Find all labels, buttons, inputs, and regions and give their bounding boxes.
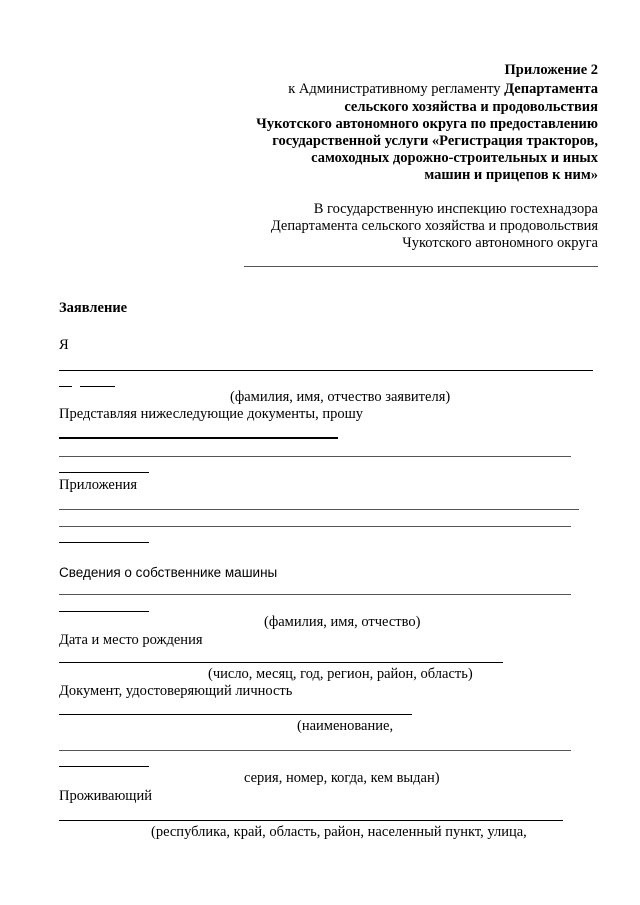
addressee-line-1: В государственную инспекцию гостехнадзора: [313, 201, 598, 217]
addressee-line-2: Департамента сельского хозяйства и продовольствия: [270, 218, 598, 234]
attachments-label: Приложения: [59, 477, 138, 493]
id-doc-line-2: [59, 750, 571, 751]
owner-line-1: [59, 594, 571, 595]
birth-line: [59, 662, 503, 663]
appendix-reference-bold: Департамента: [504, 81, 598, 97]
addressee-blank-line: [244, 266, 598, 267]
hint-fio: (фамилия, имя, отчество): [264, 614, 421, 630]
attachments-line-1: [59, 509, 579, 510]
hint-doc-name: (наименование,: [297, 718, 394, 734]
id-doc-line-1: [59, 714, 412, 715]
hint-address: (республика, край, область, район, населенный пункт, улица,: [151, 824, 527, 840]
appendix-reference-normal: к Административному регламенту: [288, 81, 505, 97]
appendix-line-6: самоходных дорожно-строительных и иных: [311, 150, 598, 166]
hint-fio-applicant: (фамилия, имя, отчество заявителя): [230, 389, 451, 405]
ya-label: Я: [59, 337, 69, 353]
appendix-reference: [288, 81, 598, 98]
hint-birth: (число, месяц, год, регион, район, область): [208, 666, 473, 682]
owner-line-2: [59, 611, 149, 612]
appendix-number: Приложение 2: [504, 62, 598, 78]
request-label: Представляя нижеследующие документы, прошу: [59, 406, 363, 422]
applicant-fio-line: [59, 370, 593, 371]
residing-label: Проживающий: [59, 788, 152, 804]
appendix-line-7: машин и прицепов к ним»: [424, 167, 598, 183]
request-line-2: [59, 456, 571, 457]
applicant-fio-dash-1: [59, 386, 72, 387]
form-heading: Заявление: [59, 300, 128, 316]
birth-label: Дата и место рождения: [59, 632, 203, 648]
request-line-1: [59, 437, 338, 439]
applicant-fio-dash-2: [80, 386, 115, 387]
hint-doc-details: серия, номер, когда, кем выдан): [244, 770, 440, 786]
appendix-line-5: государственной услуги «Регистрация тракторов,: [272, 133, 598, 149]
appendix-line-4: Чукотского автономного округа по предоставлению: [256, 116, 598, 132]
addressee-line-3: Чукотского автономного округа: [402, 235, 598, 251]
attachments-line-3: [59, 542, 149, 543]
appendix-line-3: сельского хозяйства и продовольствия: [344, 99, 598, 115]
request-line-3: [59, 472, 149, 473]
attachments-line-2: [59, 526, 571, 527]
owner-info-label: Сведения о собственнике машины: [59, 565, 278, 580]
id-doc-line-3: [59, 766, 149, 767]
id-doc-label: Документ, удостоверяющий личность: [59, 683, 293, 699]
residing-line: [59, 820, 563, 821]
